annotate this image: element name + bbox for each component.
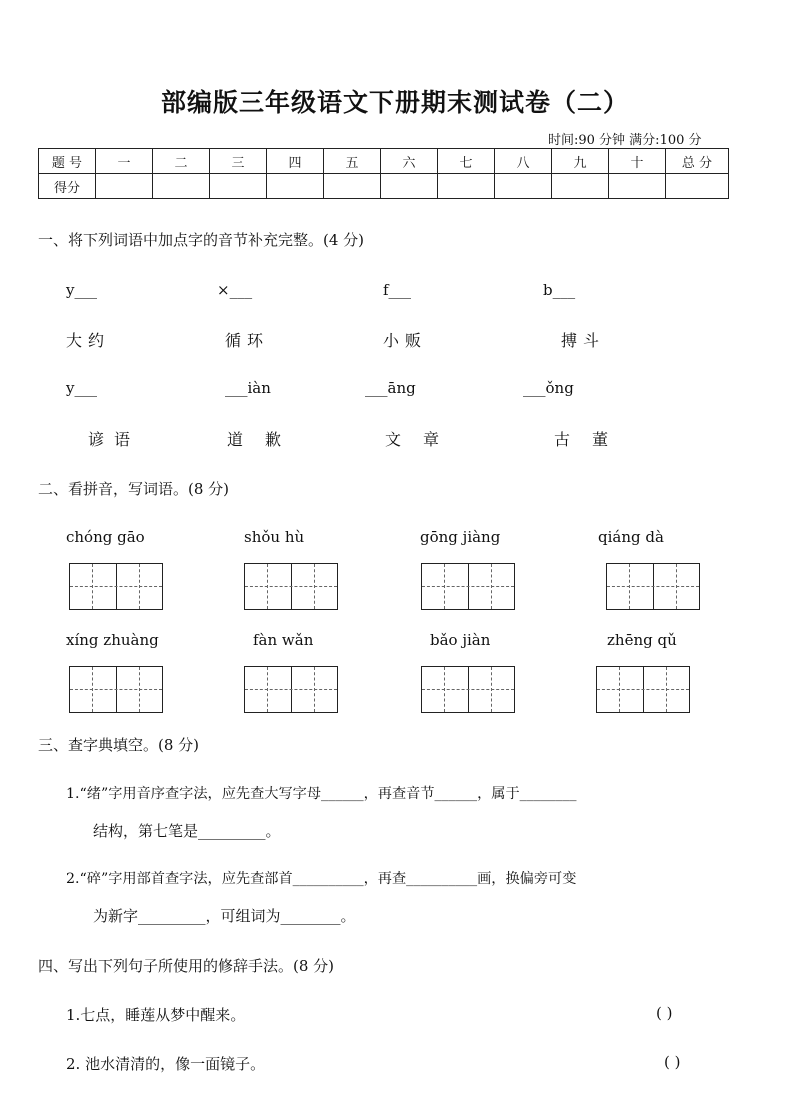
question-text: 1.“绪”字用音序查字法，应先查大写字母______，再查音节______，属于________ bbox=[66, 786, 577, 802]
score-table bbox=[38, 148, 729, 199]
score-row-label: 得分 bbox=[39, 174, 96, 199]
word: 大约 bbox=[66, 331, 111, 350]
pinyin-prompt: chóng gāo bbox=[66, 528, 145, 546]
answer-parentheses[interactable]: ( ) bbox=[664, 1053, 681, 1071]
pinyin-blank[interactable]: b___ bbox=[543, 281, 576, 299]
section1-heading: 一、将下列词语中加点字的音节补充完整。(4 分) bbox=[38, 231, 365, 249]
answer-parentheses[interactable]: ( ) bbox=[656, 1004, 673, 1022]
writing-grid[interactable] bbox=[596, 666, 690, 713]
pinyin-prompt: xíng zhuàng bbox=[66, 631, 159, 649]
pinyin-prompt: gōng jiàng bbox=[420, 528, 501, 546]
score-entry-cell[interactable] bbox=[210, 174, 267, 199]
page-title: 部编版三年级语文下册期末测试卷（二） bbox=[160, 88, 629, 117]
score-entry-cell[interactable] bbox=[438, 174, 495, 199]
section3-heading: 三、查字典填空。(8 分) bbox=[38, 736, 200, 754]
word: 循环 bbox=[225, 331, 270, 350]
pinyin-prompt: qiáng dà bbox=[598, 528, 664, 546]
writing-grid[interactable] bbox=[606, 563, 700, 610]
pinyin-prompt: shǒu hù bbox=[244, 528, 305, 546]
question-text: 1.七点，睡莲从梦中醒来。 bbox=[66, 1006, 246, 1024]
score-entry-cell[interactable] bbox=[666, 174, 729, 199]
score-header-cell: 四 bbox=[267, 149, 324, 174]
score-entry-row bbox=[39, 174, 729, 199]
pinyin-blank[interactable]: ___iàn bbox=[225, 379, 271, 397]
score-header-cell: 五 bbox=[324, 149, 381, 174]
score-header-cell: 十 bbox=[609, 149, 666, 174]
question-text: 2. 池水清清的，像一面镜子。 bbox=[66, 1055, 266, 1073]
question-text: 2.“碎”字用部首查字法，应先查部首__________，再查__________画，换偏旁可变 bbox=[66, 871, 577, 887]
score-entry-cell[interactable] bbox=[96, 174, 153, 199]
score-entry-cell[interactable] bbox=[552, 174, 609, 199]
word: 谚语 bbox=[88, 430, 141, 449]
writing-grid[interactable] bbox=[69, 666, 163, 713]
word: 小贩 bbox=[383, 331, 428, 350]
time-info: 时间:90 分钟 满分:100 分 bbox=[548, 133, 702, 148]
pinyin-blank[interactable]: ___āng bbox=[365, 379, 416, 397]
writing-grid[interactable] bbox=[244, 666, 338, 713]
score-header-cell: 总 分 bbox=[666, 149, 729, 174]
writing-grid[interactable] bbox=[69, 563, 163, 610]
score-entry-cell[interactable] bbox=[267, 174, 324, 199]
score-entry-cell[interactable] bbox=[495, 174, 552, 199]
score-header-cell: 七 bbox=[438, 149, 495, 174]
pinyin-blank[interactable]: y___ bbox=[66, 281, 97, 299]
score-entry-cell[interactable] bbox=[324, 174, 381, 199]
word: 古董 bbox=[554, 430, 631, 449]
score-entry-cell[interactable] bbox=[609, 174, 666, 199]
word: 搏斗 bbox=[561, 331, 606, 350]
word: 文章 bbox=[385, 430, 462, 449]
pinyin-blank[interactable]: ___ǒng bbox=[523, 379, 574, 397]
question-text: 为新字_________，可组词为________。 bbox=[93, 907, 356, 925]
score-header-row bbox=[39, 149, 729, 174]
section2-heading: 二、看拼音，写词语。(8 分) bbox=[38, 480, 230, 498]
section4-heading: 四、写出下列句子所使用的修辞手法。(8 分) bbox=[38, 957, 335, 975]
pinyin-prompt: zhēng qǔ bbox=[607, 631, 677, 649]
pinyin-prompt: fàn wǎn bbox=[253, 631, 314, 649]
score-header-cell: 九 bbox=[552, 149, 609, 174]
pinyin-blank[interactable]: f___ bbox=[383, 281, 412, 299]
pinyin-blank[interactable]: y___ bbox=[66, 379, 97, 397]
score-entry-cell[interactable] bbox=[153, 174, 210, 199]
pinyin-blank[interactable]: ×___ bbox=[217, 281, 253, 299]
score-header-cell: 题 号 bbox=[39, 149, 96, 174]
writing-grid[interactable] bbox=[244, 563, 338, 610]
score-header-cell: 八 bbox=[495, 149, 552, 174]
score-entry-cell[interactable] bbox=[381, 174, 438, 199]
score-header-cell: 一 bbox=[96, 149, 153, 174]
question-text: 结构，第七笔是_________。 bbox=[93, 822, 281, 840]
word: 道歉 bbox=[227, 430, 304, 449]
writing-grid[interactable] bbox=[421, 666, 515, 713]
writing-grid[interactable] bbox=[421, 563, 515, 610]
pinyin-prompt: bǎo jiàn bbox=[430, 631, 491, 649]
score-header-cell: 二 bbox=[153, 149, 210, 174]
score-header-cell: 三 bbox=[210, 149, 267, 174]
score-header-cell: 六 bbox=[381, 149, 438, 174]
